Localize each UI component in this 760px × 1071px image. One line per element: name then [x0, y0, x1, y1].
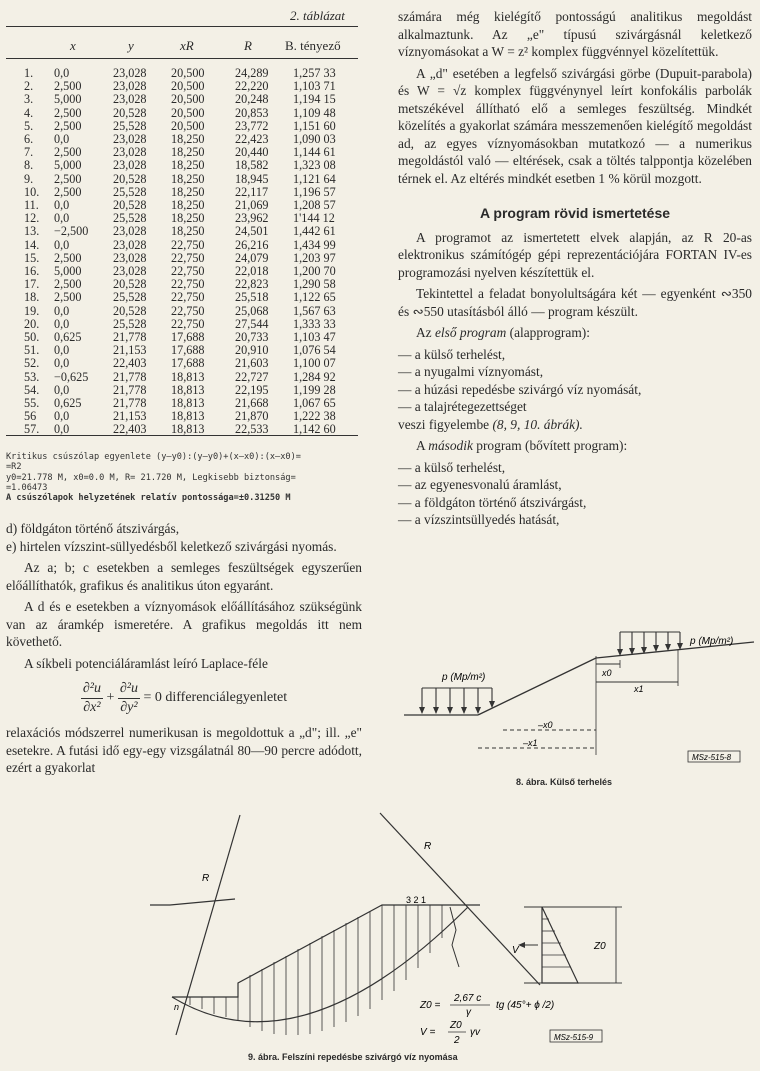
eq1-left: Z0 = [420, 1000, 441, 1011]
row-number: 54. [24, 382, 40, 397]
cell-y: 25,528 [113, 316, 147, 331]
cell-r: 25,518 [235, 290, 269, 305]
list-item: — a vízszintsüllyedés hatását, [398, 512, 560, 527]
cell-y: 21,153 [113, 343, 147, 358]
table-header-rule [6, 58, 358, 59]
cell-b: 1,567 63 [293, 303, 336, 318]
cell-x: 0,0 [54, 198, 70, 212]
cell-x: 2,500 [54, 118, 82, 133]
cell-x: 0,0 [54, 132, 70, 146]
table-row [6, 251, 358, 265]
eq2-right: γv [470, 1027, 480, 1038]
cell-b: 1,142 60 [293, 422, 336, 437]
cell-r: 24,501 [235, 224, 269, 239]
cell-x: 2,500 [54, 79, 82, 94]
cell-b: 1,067 65 [293, 396, 336, 410]
cell-r: 22,727 [235, 369, 269, 384]
cell-xr: 18,813 [171, 369, 205, 384]
row-number: 56 [24, 409, 37, 424]
cell-r: 22,823 [235, 277, 269, 292]
paragraph: számára még kielégítő pontosságú analitikus megoldást alkalmaztunk. Az „e" típusú szivárgásnál keletkező víznyomásokat a W = z² komplex függvénnyel közelítettük. [398, 9, 752, 59]
stamp-text: MSz-515-9 [554, 1033, 594, 1042]
figure-9-diagram [150, 795, 630, 1050]
cell-b: 1,257 33 [293, 66, 336, 80]
table-row [6, 106, 358, 120]
label-x1: x1 [634, 684, 644, 694]
cell-r: 24,079 [235, 250, 269, 265]
cell-xr: 18,250 [171, 224, 205, 239]
cell-r: 22,195 [235, 382, 269, 397]
table-row [6, 317, 358, 331]
figure-9-caption: 9. ábra. Felszíni repedésbe szivárgó víz nyomása [248, 1052, 458, 1062]
row-number: 18. [24, 290, 40, 305]
eq2-den: 2 [454, 1035, 460, 1046]
cell-x: 2,500 [54, 171, 82, 186]
cell-y: 23,028 [113, 132, 147, 146]
cell-y: 20,528 [113, 105, 147, 120]
label-R-left: R [202, 873, 210, 884]
cell-x: 5,000 [54, 92, 82, 107]
cell-b: 1,333 33 [293, 316, 336, 331]
cell-x: 0,0 [54, 303, 70, 318]
cell-b: 1,222 38 [293, 409, 336, 424]
eq1-den: γ [466, 1007, 471, 1018]
cell-r: 20,248 [235, 92, 269, 107]
paragraph: A programot az ismertetett elvek alapján, az R 20-as elektronikus számítógép gépi reprezentációjára FORTAN IV-es programozási nyelven készítettük el. [398, 229, 752, 280]
row-number: 10. [24, 184, 40, 199]
paragraph: A „d" esetében a legfelső szivárgási görbe (Dupuit-parabola) és W = √z komplex függvénynyel leírt konfokális parbolák metszékével állítható elő a semleges feszültség. Mindkét közelítés a gyakorlat számára messzemenően kielégítő megoldást ad, az egyes víznyomásokban mutatkozó — a numerikus megoldástól való — eltérések, csak a töltés talppontja közelében térnek el. Az eltérés mindkét esetben 1 % körül mozgott. [398, 65, 752, 186]
radius-line-left [176, 815, 240, 1035]
cell-y: 21,153 [113, 409, 147, 424]
cell-xr: 18,250 [171, 198, 205, 212]
row-number: 4. [24, 105, 34, 120]
row-number: 15. [24, 250, 40, 265]
cell-r: 22,220 [235, 79, 269, 94]
cell-y: 23,028 [113, 79, 147, 94]
table-row [6, 185, 358, 199]
eq1-right: tg (45°+ ϕ /2) [496, 1000, 555, 1011]
p5-em: első program [434, 325, 507, 340]
cell-xr: 18,250 [171, 158, 205, 173]
cell-x: 0,0 [54, 356, 70, 371]
table-row [6, 66, 358, 80]
cell-xr: 18,813 [171, 422, 205, 437]
row-number: 16. [24, 264, 40, 278]
cell-xr: 22,750 [171, 290, 205, 305]
row-number: 57. [24, 422, 40, 437]
radius-line-right [380, 813, 540, 985]
paragraph: relaxációs módszerrel numerikusan is megoldottuk a „d"; ill. „e" esetekre. A futási idő egy-egy vizsgálatnál 80—90 percre adódott, ezért a gyakorlat [6, 725, 362, 775]
list-item-e: e) hirtelen vízszint-süllyedésből keletkező szivárgási nyomás. [6, 538, 337, 554]
cell-x: −0,625 [54, 369, 89, 384]
cell-r: 22,018 [235, 264, 269, 278]
cell-x: 2,500 [54, 145, 82, 160]
figure-8-caption: 8. ábra. Külső terhelés [516, 777, 613, 787]
table-row [6, 290, 358, 304]
cell-x: 0,0 [54, 409, 70, 424]
header-x: x [70, 38, 76, 53]
pressure-triangle [542, 907, 578, 983]
table-caption: 2. táblázat [290, 8, 345, 23]
p6-em: második [428, 438, 473, 453]
cell-y: 22,403 [113, 356, 147, 371]
cell-x: 5,000 [54, 264, 82, 278]
label-slices: 3 2 1 [406, 895, 427, 905]
list-item-d: d) földgáton történő átszivárgás, [6, 521, 180, 536]
cell-xr: 18,813 [171, 409, 205, 424]
row-number: 55. [24, 396, 40, 410]
cell-xr: 17,688 [171, 330, 205, 344]
list1-end-em: (8, 9, 10. ábrák). [492, 416, 583, 432]
stamp-text: MSz-515-8 [692, 753, 732, 762]
label-p-left: p (Mp/m²) [442, 672, 486, 683]
cell-b: 1,323 08 [293, 158, 336, 173]
cell-y: 20,528 [113, 171, 147, 186]
cell-y: 23,028 [113, 264, 147, 278]
cell-xr: 18,250 [171, 171, 205, 186]
cell-b: 1,100 07 [293, 356, 336, 371]
label-R-right: R [424, 841, 432, 852]
cell-b: 1,284 92 [293, 369, 336, 384]
paragraph: Tekintettel a feladat bonyolultságára két — egyenként ∾350 és ∾550 utasításból álló — program készült. [398, 286, 752, 319]
cell-r: 20,853 [235, 105, 269, 120]
table-row [6, 343, 358, 357]
row-number: 5. [24, 118, 34, 133]
table-row [6, 396, 358, 410]
cell-b: 1,090 03 [293, 132, 336, 146]
cell-x: 2,500 [54, 105, 82, 120]
left-load-arrows [422, 688, 492, 713]
cell-b: 1,194 15 [293, 92, 336, 107]
row-number: 19. [24, 303, 40, 318]
cell-r: 21,668 [235, 396, 269, 410]
cell-xr: 18,250 [171, 211, 205, 226]
list-item: — a külső terhelést, [398, 346, 506, 362]
table-row [6, 370, 358, 384]
cell-y: 21,778 [113, 330, 147, 344]
p6-prefix: A [416, 438, 429, 453]
cell-b: 1,144 61 [293, 145, 336, 160]
cell-r: 18,582 [235, 158, 269, 173]
crack [450, 907, 459, 967]
cell-xr: 20,500 [171, 118, 205, 133]
cell-xr: 20,500 [171, 92, 205, 107]
cell-b: 1,199 28 [293, 382, 336, 397]
cell-y: 22,403 [113, 422, 147, 437]
row-number: 6. [24, 132, 34, 146]
table-footnote-line: A csúszólapok helyzetének relatív pontossága=±0.31250 M [6, 493, 291, 503]
list1-end-prefix: veszi figyelembe [398, 416, 493, 432]
cell-x: 0,625 [54, 396, 82, 410]
row-number: 12. [24, 211, 40, 226]
cell-y: 21,778 [113, 382, 147, 397]
table-top-rule [6, 26, 358, 27]
list-item: — a talajrétegezettséget [398, 399, 527, 414]
cell-r: 27,544 [235, 316, 269, 331]
cell-r: 20,440 [235, 145, 269, 160]
label-x0: x0 [602, 668, 612, 678]
figure-8-diagram [398, 630, 760, 765]
cell-b: 1,151 60 [293, 118, 336, 133]
header-y: y [128, 38, 134, 53]
label-V: V [512, 945, 519, 956]
cell-xr: 17,688 [171, 356, 205, 371]
row-number: 13. [24, 224, 40, 239]
cell-xr: 18,250 [171, 184, 205, 199]
cell-x: 0,0 [54, 66, 70, 80]
cell-y: 21,778 [113, 396, 147, 410]
cell-x: 0,625 [54, 330, 82, 344]
table-footnote-line: Kritikus csúszólap egyenlete (y—y0):(y—y0)+(x—x0):(x—x0)= [6, 452, 301, 462]
table-row [6, 356, 358, 370]
cell-xr: 18,813 [171, 382, 205, 397]
cell-r: 21,069 [235, 198, 269, 212]
cell-b: 1,103 47 [293, 330, 336, 344]
row-number: 2. [24, 79, 34, 94]
list-item: — a húzási repedésbe szivárgó víz nyomását, [398, 381, 642, 397]
table-row [6, 132, 358, 146]
cell-r: 26,216 [235, 237, 269, 252]
p6-suffix: program (bővített program): [472, 438, 628, 453]
p5-suffix: (alapprogram): [506, 325, 590, 340]
cell-y: 21,778 [113, 369, 147, 384]
cell-x: 5,000 [54, 158, 82, 173]
list-item: — a nyugalmi víznyomást, [398, 364, 544, 379]
cell-xr: 22,750 [171, 303, 205, 318]
row-number: 53. [24, 369, 40, 384]
table-row [6, 172, 358, 186]
row-number: 14. [24, 237, 40, 252]
p5-prefix: Az [416, 325, 435, 340]
cell-x: 2,500 [54, 250, 82, 265]
table-footnote-line: y0=21.778 M, x0=0.0 M, R= 21.720 M, Legkisebb biztonság= [6, 473, 296, 483]
cell-xr: 20,500 [171, 79, 205, 94]
cell-xr: 18,813 [171, 396, 205, 410]
paragraph: Az a; b; c esetekben a semleges feszültségek egyszerűen előállíthatók, grafikus és analitikus úton egyaránt. [6, 560, 362, 593]
row-number: 20. [24, 316, 40, 331]
cell-x: 0,0 [54, 316, 70, 331]
row-number: 51. [24, 343, 40, 358]
eq2-left: V = [420, 1027, 436, 1038]
cell-y: 23,028 [113, 92, 147, 107]
formula-denominator: ∂x² [83, 699, 101, 715]
cell-b: 1,109 48 [293, 105, 336, 120]
table-footnote-line: =1.06473 [6, 483, 48, 493]
paragraph: A síkbeli potenciáláramlást leíró Laplace-féle [24, 655, 268, 671]
cell-b: 1,122 65 [293, 290, 336, 305]
table-row [6, 383, 358, 397]
cell-x: 0,0 [54, 382, 70, 397]
laplace-formula [6, 680, 362, 716]
header-r: R [244, 38, 252, 53]
table-row [6, 92, 358, 106]
cell-b: 1,290 58 [293, 277, 336, 292]
table-row [6, 211, 358, 225]
row-number: 50. [24, 330, 40, 344]
cell-xr: 22,750 [171, 277, 205, 292]
cell-x: 2,500 [54, 277, 82, 292]
right-column-text [398, 8, 752, 529]
table-bottom-rule [6, 435, 358, 436]
cell-x: 0,0 [54, 422, 70, 437]
cell-r: 25,068 [235, 303, 269, 318]
cell-r: 23,962 [235, 211, 269, 226]
cell-b: 1,203 97 [293, 250, 336, 265]
row-number: 9. [24, 171, 34, 186]
table-footnote-line: =R2 [6, 462, 22, 472]
row-number: 52. [24, 356, 40, 371]
table-row [6, 277, 358, 291]
cell-xr: 22,750 [171, 250, 205, 265]
cell-xr: 22,750 [171, 237, 205, 252]
table-row [6, 238, 358, 252]
table-row [6, 409, 358, 423]
cell-y: 20,528 [113, 277, 147, 292]
cell-b: 1,434 99 [293, 237, 336, 252]
cell-y: 23,028 [113, 224, 147, 239]
label-Z0: Z0 [594, 941, 606, 952]
section-title: A program rövid ismertetése [479, 205, 671, 221]
slice-hatching [190, 905, 442, 1035]
row-number: 1. [24, 66, 34, 80]
cell-r: 18,945 [235, 171, 269, 186]
cell-y: 25,528 [113, 290, 147, 305]
cell-xr: 18,250 [171, 145, 205, 160]
formula-numerator: ∂²u [118, 680, 140, 699]
cell-x: 0,0 [54, 211, 70, 226]
cell-y: 23,028 [113, 250, 147, 265]
cell-xr: 22,750 [171, 316, 205, 331]
label-neg-x1: –x1 [523, 738, 538, 748]
cell-r: 22,117 [235, 184, 269, 199]
cell-xr: 18,250 [171, 132, 205, 146]
cell-r: 21,870 [235, 409, 269, 424]
left-column-text [6, 520, 362, 777]
formula-plus: + [106, 690, 115, 706]
row-number: 11. [24, 198, 39, 212]
cell-b: 1,076 54 [293, 343, 336, 358]
cell-x: −2,500 [54, 224, 89, 239]
cell-x: 0,0 [54, 237, 70, 252]
formula-numerator: ∂²u [81, 680, 103, 699]
header-xr: xR [180, 38, 194, 53]
paragraph: A d és e esetekben a víznyomások előállításához szükségünk van az áramkép ismeretére. A grafikus megoldás itt nem követhető. [6, 599, 362, 649]
cell-y: 25,528 [113, 184, 147, 199]
row-number: 3. [24, 92, 34, 107]
formula-denominator: ∂y² [120, 699, 138, 715]
cell-x: 0,0 [54, 343, 70, 358]
ground-slope [478, 658, 596, 715]
table-row [6, 79, 358, 93]
label-neg-x0: –x0 [538, 720, 553, 730]
label-p-right: p (Mp/m²) [690, 636, 734, 647]
cell-x: 2,500 [54, 184, 82, 199]
cell-xr: 22,750 [171, 264, 205, 278]
table-row [6, 224, 358, 238]
cell-r: 24,289 [235, 66, 269, 80]
cell-r: 22,533 [235, 422, 269, 437]
cell-y: 23,028 [113, 145, 147, 160]
cell-y: 20,528 [113, 198, 147, 212]
cell-r: 20,733 [235, 330, 269, 344]
cell-b: 1,200 70 [293, 264, 336, 278]
list-item: — a földgáton történő átszivárgást, [398, 494, 587, 510]
cell-b: 1,208 57 [293, 198, 336, 212]
cell-b: 1,196 57 [293, 184, 336, 199]
list-item: — a külső terhelést, [398, 459, 506, 475]
label-n: n [174, 1002, 180, 1012]
table-row [6, 119, 358, 133]
cell-b: 1,121 64 [293, 171, 336, 186]
cell-x: 2,500 [54, 290, 82, 305]
cell-b: 1,103 71 [293, 79, 336, 94]
cell-y: 23,028 [113, 66, 147, 80]
eq2-num: Z0 [450, 1020, 462, 1031]
table-row [6, 330, 358, 344]
table-row [6, 304, 358, 318]
row-number: 7. [24, 145, 34, 160]
table-row [6, 264, 358, 278]
cell-b: 1,442 61 [293, 224, 336, 239]
row-number: 17. [24, 277, 40, 292]
embankment-surface [172, 905, 480, 997]
eq1-num: 2,67 c [454, 993, 482, 1004]
cell-xr: 20,500 [171, 66, 205, 80]
formula-rest: = 0 differenciálegyenletet [143, 690, 288, 706]
table-row [6, 158, 358, 172]
cell-y: 20,528 [113, 303, 147, 318]
cell-xr: 20,500 [171, 105, 205, 120]
cell-r: 20,910 [235, 343, 269, 358]
header-b-tenyezo: B. tényező [285, 38, 341, 53]
cell-y: 23,028 [113, 237, 147, 252]
cell-y: 23,028 [113, 158, 147, 173]
cell-b: 1'144 12 [293, 211, 335, 226]
cell-r: 23,772 [235, 118, 269, 133]
row-number: 8. [24, 158, 34, 173]
cell-r: 22,423 [235, 132, 269, 146]
list-item: — az egyenesvonalú áramlást, [398, 477, 562, 492]
table-row [6, 198, 358, 212]
cell-xr: 17,688 [171, 343, 205, 358]
cell-r: 21,603 [235, 356, 269, 371]
cell-y: 25,528 [113, 211, 147, 226]
table-row [6, 145, 358, 159]
cell-y: 25,528 [113, 118, 147, 133]
